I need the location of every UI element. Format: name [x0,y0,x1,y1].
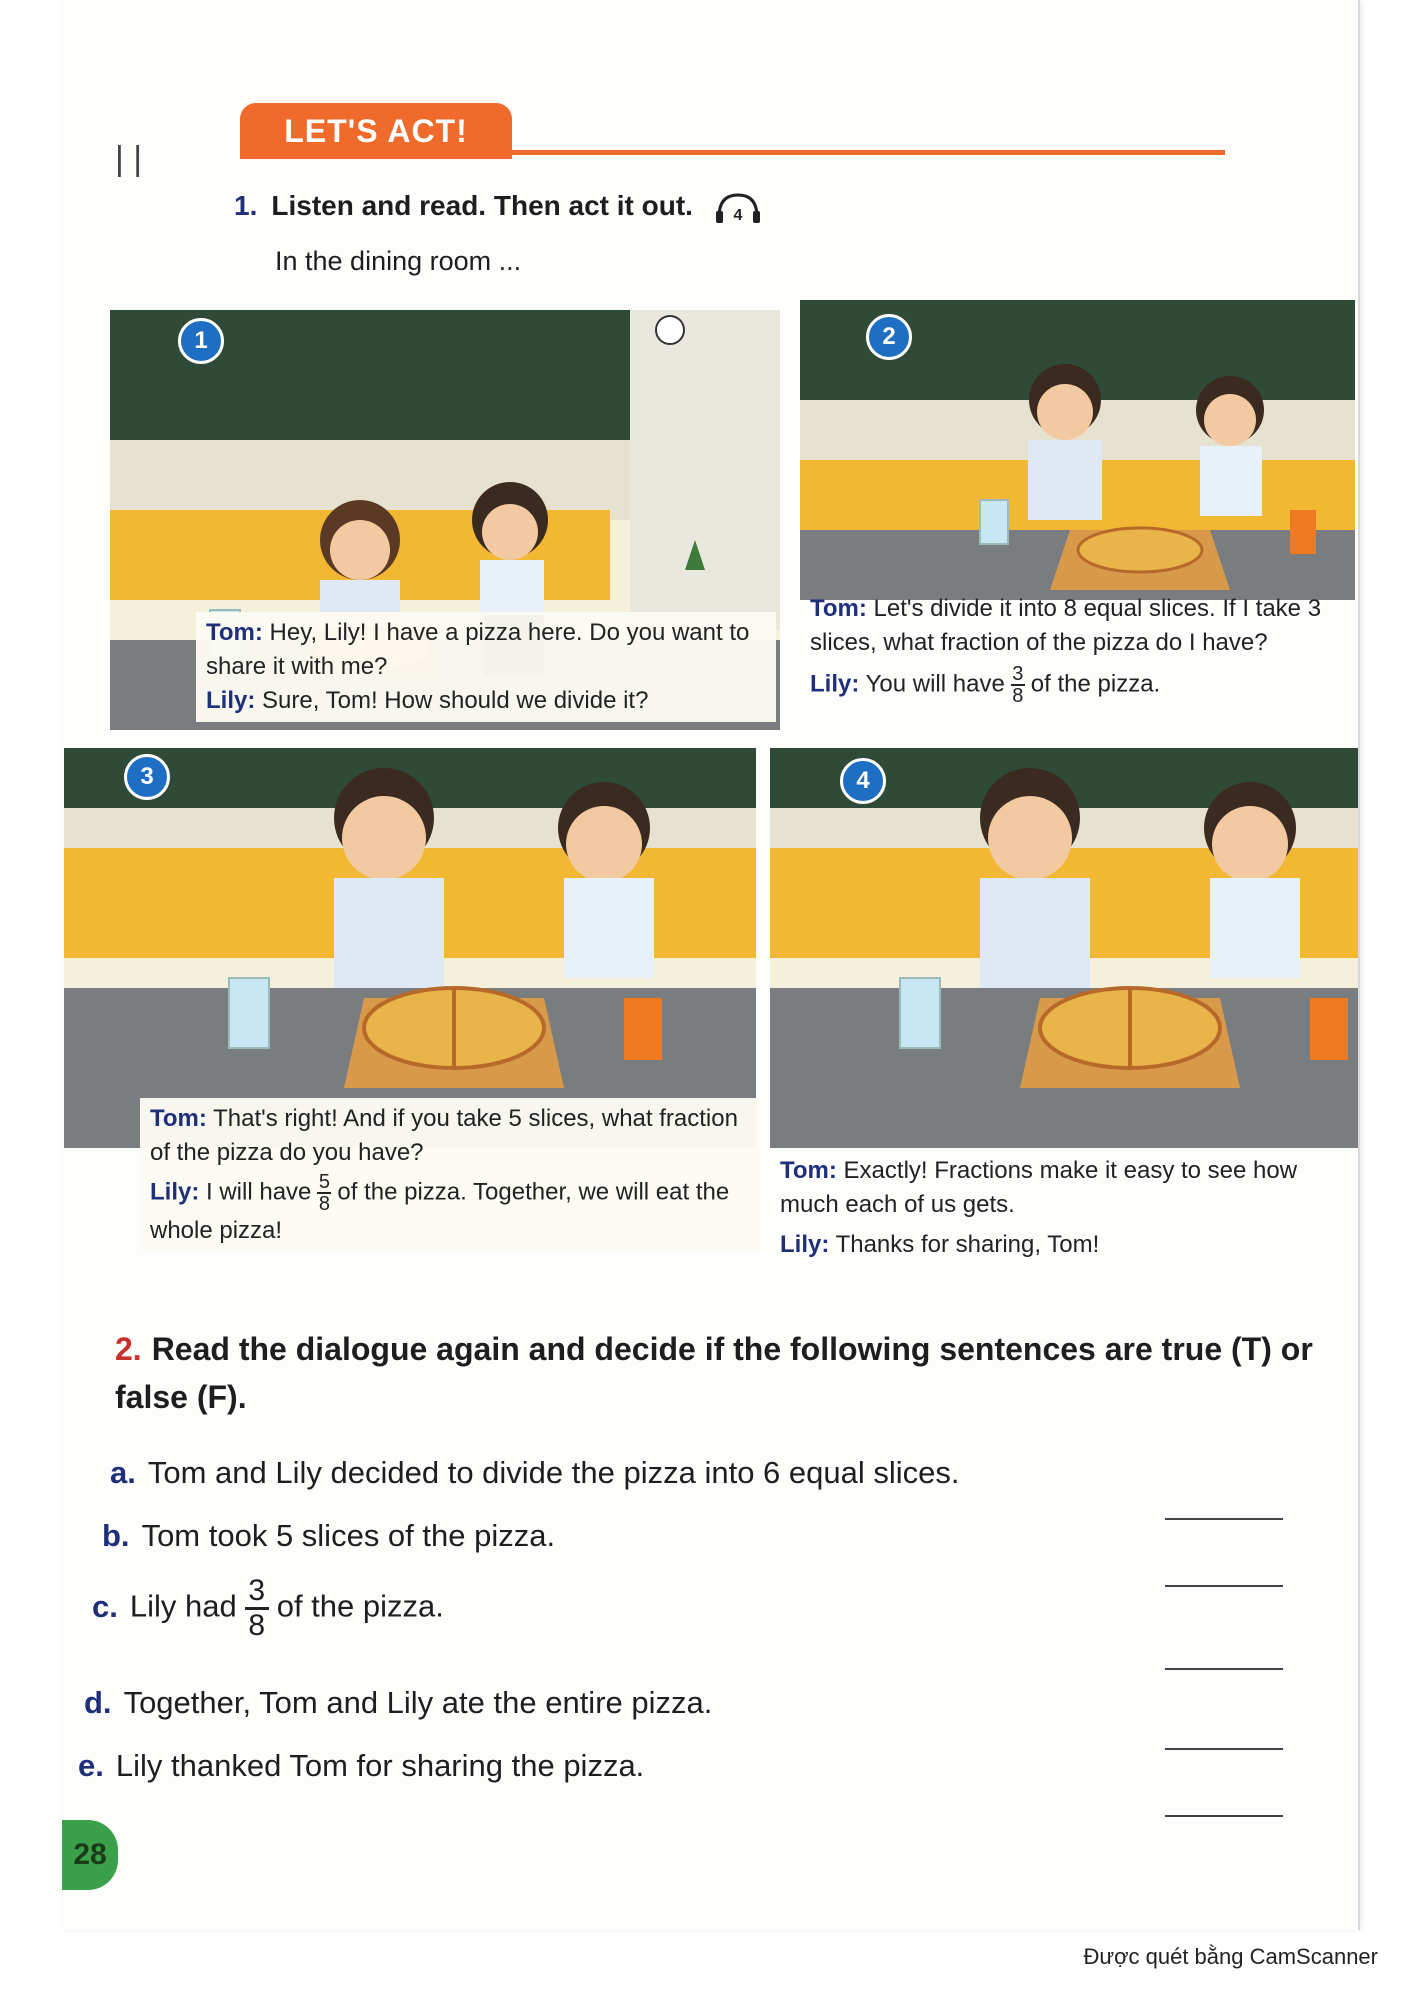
exercise-2-instruction: Read the dialogue again and decide if the following sentences are true (T) or false (F). [115,1331,1313,1415]
banner-underline [505,150,1225,155]
answer-blank-e[interactable] [1165,1815,1283,1817]
panel-4-line-1: Tom: Exactly! Fractions make it easy to see how much each of us gets. [780,1157,1298,1218]
statement-c: c. Lily had $\frac{3}{8}$ of the pizza. [92,1574,444,1642]
exercise-2-heading [115,1325,1355,1421]
panel-3-caption [140,1098,760,1252]
panel-2-badge: 2 [866,314,912,360]
answer-blank-d[interactable] [1165,1748,1283,1750]
statement-c-fraction: $\frac{3}{8}$ [245,1575,269,1642]
audio-track-number: 4 [733,206,743,224]
answer-blank-b[interactable] [1165,1585,1283,1587]
panel-1-caption [196,612,776,722]
panel-2-fraction: $\frac{3}{8}$ [1012,663,1024,707]
statement-a: a. Tom and Lily decided to divide the pizza into 6 equal slices. [110,1455,960,1490]
panel-3-badge: 3 [124,754,170,800]
comic-panel-4 [770,748,1358,1148]
audio-track-icon[interactable] [713,191,763,225]
statement-b: b. Tom took 5 slices of the pizza. [102,1518,556,1553]
panel-2-line-2: Lily: You will have $\frac{3}{8}$ of the pizza. [810,663,1161,707]
exercise-1-number: 1. [234,190,258,221]
dialogue-setting: In the dining room ... [275,246,522,276]
margin-mark: | | [115,140,143,178]
panel-4-caption [770,1150,1370,1266]
panel-4-line-2: Lily: Thanks for sharing, Tom! [780,1231,1100,1258]
section-banner: LET'S ACT! [240,103,512,159]
page-number: 28 [62,1820,118,1890]
comic-panel-2 [800,300,1355,600]
panel-3-line-2: Lily: I will have $\frac{5}{8}$ of the pizza. Together, we will eat the whole pizza! [150,1171,730,1244]
exercise-1-heading [234,190,763,225]
panel-2-caption [800,588,1365,710]
panel-1-badge: 1 [178,318,224,364]
scanner-watermark: Được quét bằng CamScanner [1083,1944,1378,1969]
panel-3-fraction: $\frac{5}{8}$ [318,1171,330,1215]
statement-e: e. Lily thanked Tom for sharing the pizza. [78,1748,645,1783]
answer-blank-c[interactable] [1165,1668,1283,1670]
comic-panel-3 [64,748,756,1148]
exercise-1-instruction: Listen and read. Then act it out. [271,190,693,221]
panel-1-line-1: Tom: Hey, Lily! I have a pizza here. Do you want to share it with me? [206,619,750,680]
panel-1-line-2: Lily: Sure, Tom! How should we divide it? [206,687,649,714]
panel-3-line-1: Tom: That's right! And if you take 5 slices, what fraction of the pizza do you have? [150,1105,738,1166]
panel-4-illustration [770,748,1358,1148]
exercise-2-number: 2. [115,1331,142,1367]
panel-2-line-1: Tom: Let's divide it into 8 equal slices. If I take 3 slices, what fraction of the pizza do I have? [810,595,1322,656]
panel-3-illustration [64,748,756,1148]
panel-4-badge: 4 [840,758,886,804]
answer-blank-a[interactable] [1165,1518,1283,1520]
statement-d: d. Together, Tom and Lily ate the entire pizza. [84,1685,713,1720]
